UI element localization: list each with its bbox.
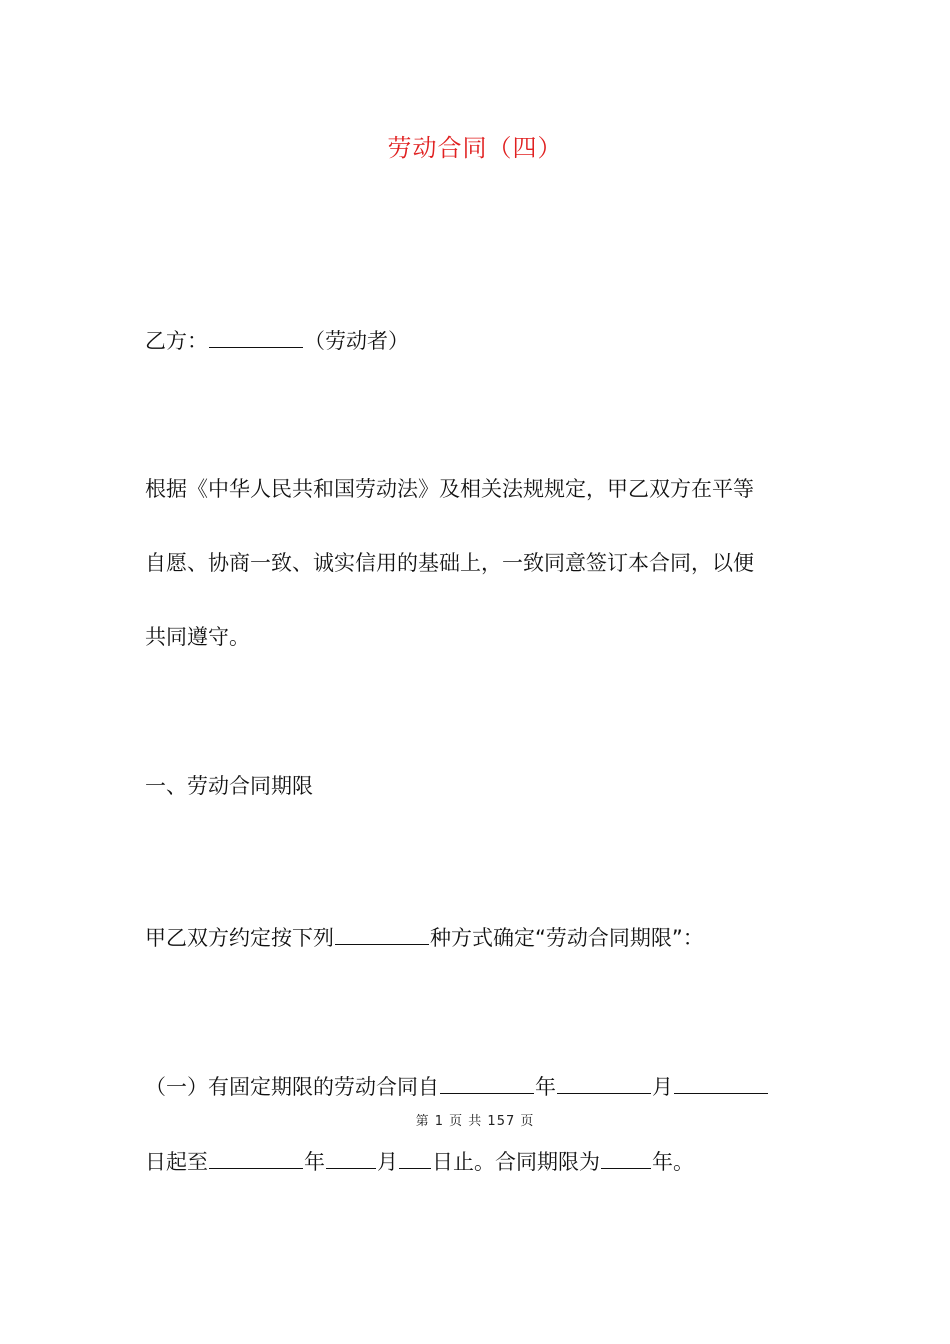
party-b-name-blank [209, 325, 303, 348]
day-to-label: 日起至 [145, 1150, 208, 1174]
term-method-prefix: 甲乙双方约定按下列 [145, 926, 334, 950]
year2-label: 年 [304, 1150, 325, 1174]
fixed-term-line-2 [145, 1146, 694, 1177]
intro-line-1: 根据《中华人民共和国劳动法》及相关法规规定，甲乙双方在平等 [145, 477, 754, 501]
fixed-term-line-1 [145, 1071, 769, 1102]
term-years-blank [601, 1146, 651, 1169]
party-b-line [145, 325, 409, 356]
party-b-label: 乙方： [145, 329, 208, 353]
intro-line-3: 共同遵守。 [145, 625, 250, 649]
start-day-blank [674, 1071, 768, 1094]
section-heading: 一、劳动合同期限 [145, 774, 313, 798]
end-year-blank [209, 1146, 303, 1169]
intro-line-2: 自愿、协商一致、诚实信用的基础上，一致同意签订本合同，以便 [145, 551, 754, 575]
month2-label: 月 [377, 1150, 398, 1174]
year-label: 年 [535, 1075, 556, 1099]
end-month-blank [326, 1146, 376, 1169]
fixed-term-prefix: （一）有固定期限的劳动合同自 [145, 1075, 439, 1099]
party-b-suffix: （劳动者） [304, 329, 409, 353]
term-method-blank [335, 922, 429, 945]
term-method-suffix: 种方式确定“劳动合同期限”： [430, 926, 704, 950]
term-method-line [145, 922, 704, 953]
start-year-blank [440, 1071, 534, 1094]
end-day-blank [399, 1146, 431, 1169]
document-title: 劳动合同（四） [387, 134, 563, 162]
start-month-blank [557, 1071, 651, 1094]
year3-label: 年。 [652, 1150, 694, 1174]
month-label: 月 [652, 1075, 673, 1099]
term-end-label: 日止。合同期限为 [432, 1150, 600, 1174]
page-footer: 第 1 页 共 157 页 [415, 1114, 535, 1129]
